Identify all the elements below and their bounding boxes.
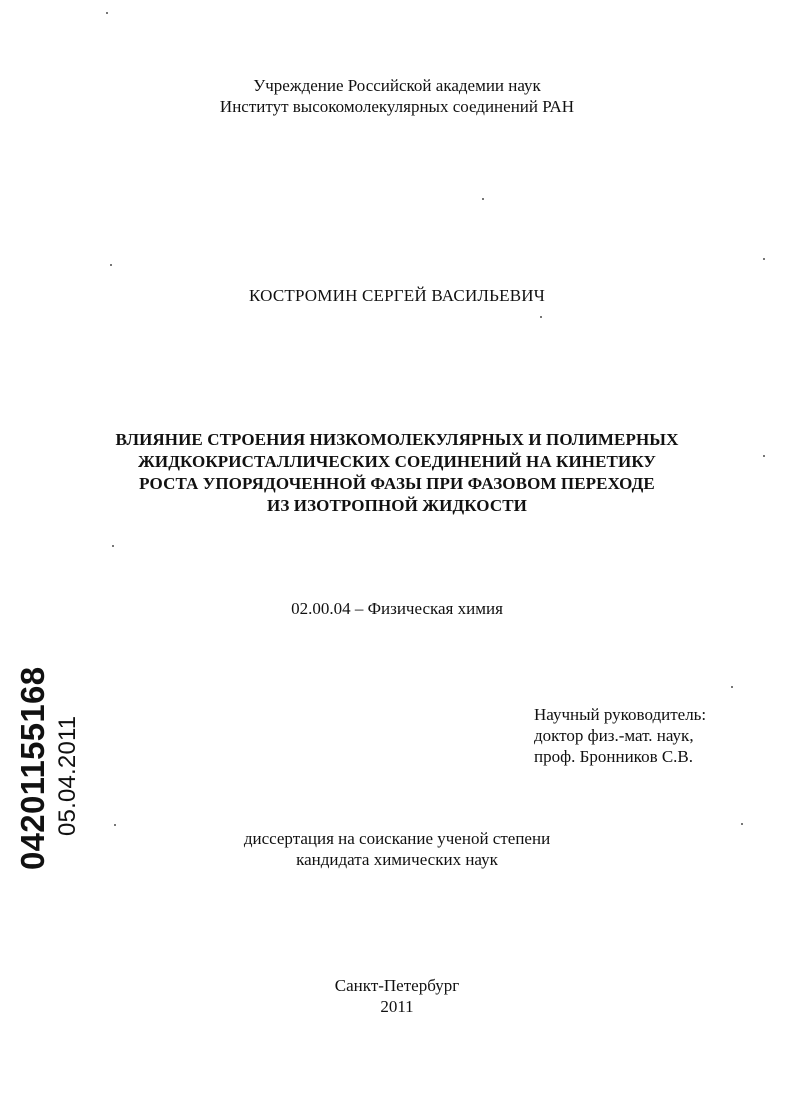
scan-speck — [110, 264, 112, 266]
scan-speck — [106, 12, 108, 14]
scan-speck — [114, 824, 116, 826]
advisor-name: проф. Бронников С.В. — [534, 747, 694, 766]
library-stamp-date: 05.04.2011 — [54, 715, 81, 836]
degree-line-1: диссертация на соискание ученой степени — [243, 829, 551, 848]
advisor-degree: доктор физ.-мат. наук, — [534, 726, 694, 745]
library-stamp-number: 04201155168 — [14, 666, 51, 870]
title-line-1: ВЛИЯНИЕ СТРОЕНИЯ НИЗКОМОЛЕКУЛЯРНЫХ И ПОЛИМЕРНЫХ — [115, 430, 679, 449]
degree-line-2: кандидата химических наук — [296, 850, 498, 869]
title-line-2: ЖИДКОКРИСТАЛЛИЧЕСКИХ СОЕДИНЕНИЙ НА КИНЕТИКУ — [138, 452, 656, 471]
institution-line-1: Учреждение Российской академии наук — [253, 76, 541, 95]
year: 2011 — [380, 997, 414, 1016]
author-name: КОСТРОМИН СЕРГЕЙ ВАСИЛЬЕВИЧ — [249, 286, 545, 305]
scan-speck — [763, 258, 765, 260]
institution-line-2: Институт высокомолекулярных соединений РАН — [219, 97, 575, 116]
scan-speck — [540, 316, 542, 318]
scan-speck — [112, 545, 114, 547]
title-line-4: ИЗ ИЗОТРОПНОЙ ЖИДКОСТИ — [267, 496, 527, 515]
specialty-code: 02.00.04 – Физическая химия — [291, 599, 503, 618]
advisor-label: Научный руководитель: — [534, 705, 707, 724]
scan-speck — [731, 686, 733, 688]
title-line-3: РОСТА УПОРЯДОЧЕННОЙ ФАЗЫ ПРИ ФАЗОВОМ ПЕРЕХОДЕ — [139, 474, 655, 493]
scan-speck — [482, 198, 484, 200]
city: Санкт-Петербург — [334, 976, 460, 995]
scan-speck — [763, 455, 765, 457]
scan-speck — [741, 823, 743, 825]
